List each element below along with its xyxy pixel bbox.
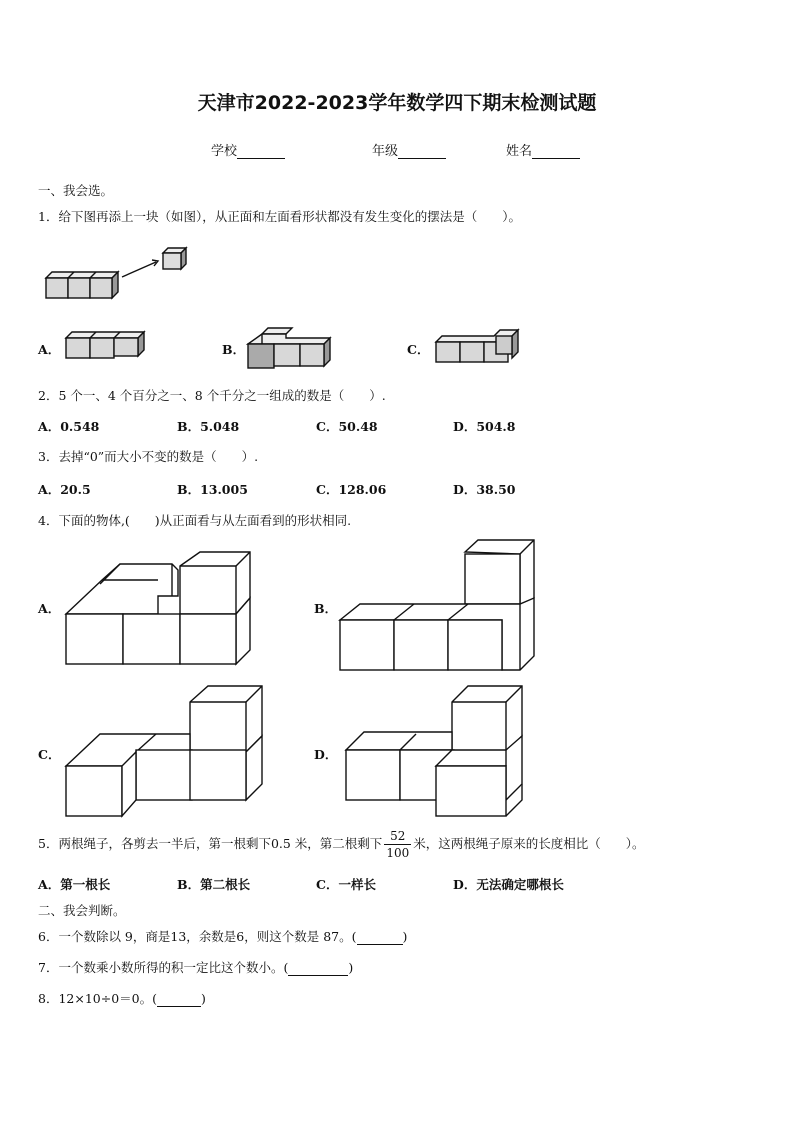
q5-text-post: 米，这两根绳子原来的长度相比（ ）。	[413, 836, 645, 851]
q4-figure-d	[342, 684, 532, 818]
q1-text: 1．给下图再添上一块（如图），从正面和左面看形状都没有发生变化的摆法是（ ）。	[38, 209, 521, 224]
section-2-heading: 二、我会判断。	[38, 903, 126, 918]
q5-option-a[interactable]: A．第一根长	[38, 877, 111, 892]
q4-figure-c	[62, 684, 267, 818]
grade-blank[interactable]	[398, 144, 446, 159]
q5-question	[38, 828, 644, 861]
grade-label: 年级	[372, 144, 399, 159]
school-label: 学校	[211, 144, 238, 159]
q6-text: 6．一个数除以 9，商是13，余数是6，则这个数是 87。(	[38, 929, 357, 944]
q3-option-c[interactable]: C．128.06	[316, 482, 387, 497]
q3-text: 3．去掉“0”而大小不变的数是（ ）.	[38, 449, 259, 464]
q2-option-d[interactable]: D．504.8	[453, 419, 516, 434]
name-blank[interactable]	[532, 144, 580, 159]
q4-option-c[interactable]: C．	[38, 747, 61, 762]
q3-option-d[interactable]: D．38.50	[453, 482, 516, 497]
q3-option-b[interactable]: B．13.005	[177, 482, 248, 497]
q5-option-b[interactable]: B．第二根长	[177, 877, 251, 892]
q5-fraction	[384, 828, 411, 861]
q4-option-d[interactable]: D．	[314, 747, 338, 762]
q1-base-figure	[40, 240, 200, 310]
school-field[interactable]	[211, 140, 285, 159]
q1-figure-b	[246, 326, 336, 370]
q5-option-d[interactable]: D．无法确定哪根长	[453, 877, 564, 892]
q2-text: 2．5 个一、4 个百分之一、8 个千分之一组成的数是（ ）.	[38, 388, 386, 403]
q7-text: 7．一个数乘小数所得的积一定比这个数小。(	[38, 960, 289, 975]
q7-close: )	[348, 960, 354, 975]
q2-option-a[interactable]: A．0.548	[38, 419, 100, 434]
q5-text-pre: 5．两根绳子，各剪去一半后，第一根剩下0.5 米，第二根剩下	[38, 836, 383, 851]
q2-option-c[interactable]: C．50.48	[316, 419, 378, 434]
q2-option-b[interactable]: B．5.048	[177, 419, 240, 434]
q8-text: 8．12×10÷0＝0。(	[38, 991, 157, 1006]
q1-option-a[interactable]: A．	[38, 342, 61, 357]
q5-numerator: 52	[384, 828, 411, 845]
q1-figure-a	[64, 328, 154, 364]
q4-figure-b	[338, 538, 543, 674]
q4-option-b[interactable]: B．	[314, 601, 338, 616]
q5-option-c[interactable]: C．一样长	[316, 877, 376, 892]
q1-option-c[interactable]: C．	[407, 342, 430, 357]
q5-denominator: 100	[386, 846, 410, 860]
q6-answer-blank[interactable]	[357, 932, 403, 945]
q6-close: )	[402, 929, 408, 944]
grade-field[interactable]	[372, 140, 446, 159]
name-field[interactable]	[506, 140, 580, 159]
q8-answer-blank[interactable]	[157, 994, 201, 1007]
q4-text: 4．下面的物体,( )从正面看与从左面看到的形状相同.	[38, 513, 352, 528]
q8-close: )	[201, 991, 206, 1006]
q6-question	[38, 927, 407, 945]
q1-option-b[interactable]: B．	[222, 342, 246, 357]
school-blank[interactable]	[237, 144, 285, 159]
q3-option-a[interactable]: A．20.5	[38, 482, 91, 497]
name-label: 姓名	[506, 144, 533, 159]
q8-question	[38, 989, 206, 1007]
q4-figure-a	[60, 548, 260, 670]
section-1-heading: 一、我会选。	[38, 183, 114, 198]
page-title: 天津市2022-2023学年数学四下期末检测试题	[197, 92, 597, 114]
q4-option-a[interactable]: A．	[38, 601, 61, 616]
q7-answer-blank[interactable]	[288, 963, 348, 976]
q7-question	[38, 958, 353, 976]
q1-figure-c	[434, 326, 524, 366]
